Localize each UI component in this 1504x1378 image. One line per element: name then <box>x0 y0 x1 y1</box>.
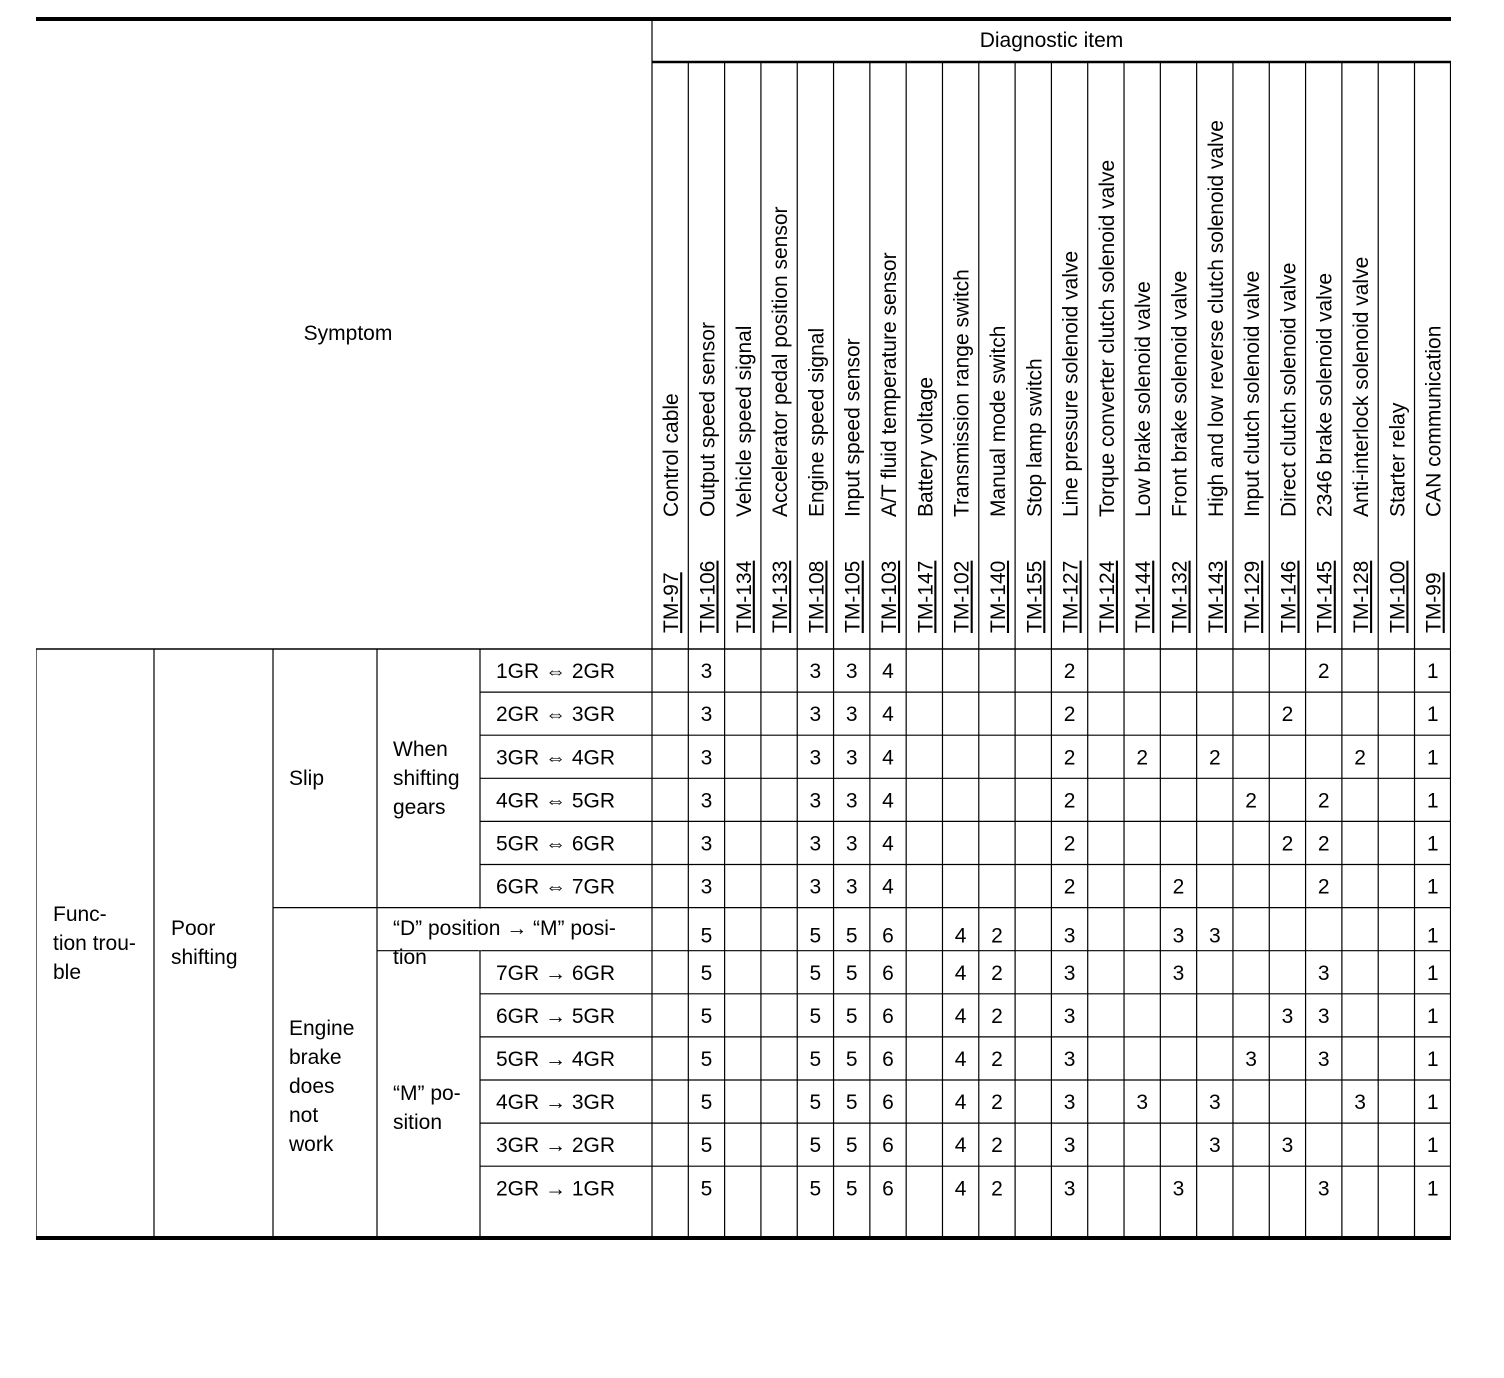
cell-value: 2 <box>1136 746 1149 770</box>
cell-value: 2 <box>991 1004 1003 1028</box>
column-header-ref: TM-143 <box>1204 560 1228 633</box>
column-header-ref: TM-145 <box>1313 560 1337 633</box>
cell-value: 3 <box>1281 1004 1294 1028</box>
symptom-subcategory: shifting <box>171 946 238 969</box>
cell-value: 5 <box>809 1004 822 1028</box>
cell-value: 4 <box>954 924 967 948</box>
cell-value: 3 <box>809 875 822 899</box>
cell-value: 3 <box>809 660 822 684</box>
cell-value: 1 <box>1426 875 1439 899</box>
column-header-name: Line pressure solenoid valve <box>1059 250 1083 517</box>
symptom-subcategory: Poor <box>171 917 216 940</box>
symptom-slip: Slip <box>289 767 325 790</box>
cell-value: 3 <box>700 746 713 770</box>
cell-value: 3 <box>700 832 713 856</box>
column-header-ref: TM-128 <box>1350 560 1374 633</box>
row-gear-label: 4GR → 3GR <box>496 1091 616 1115</box>
cell-value: 2 <box>991 924 1003 948</box>
cell-value: 3 <box>700 660 713 684</box>
cell-value: 3 <box>845 832 858 856</box>
cell-value: 5 <box>809 1047 822 1071</box>
column-header-name: Engine speed signal <box>805 327 829 517</box>
cell-value: 2 <box>1208 746 1221 770</box>
symptom-engine-brake: Engine <box>289 1017 355 1040</box>
cell-value: 2 <box>1317 789 1330 813</box>
column-header-name: Control cable <box>660 393 684 517</box>
symptom-when-shifting: gears <box>393 796 446 819</box>
cell-value: 4 <box>954 1047 967 1071</box>
cell-value: 1 <box>1426 924 1439 948</box>
diagnosis-table <box>36 0 1451 1378</box>
column-header-ref: TM-102 <box>950 560 974 633</box>
cell-value: 2 <box>1281 703 1294 727</box>
cell-value: 2 <box>1063 746 1076 770</box>
cell-value: 2 <box>1317 832 1330 856</box>
cell-value: 4 <box>954 961 967 985</box>
cell-value: 1 <box>1426 1091 1439 1115</box>
cell-value: 2 <box>1063 703 1076 727</box>
cell-value: 4 <box>954 1134 967 1158</box>
column-header-ref: TM-103 <box>878 560 902 633</box>
column-header-name: Accelerator pedal position sensor <box>769 206 793 517</box>
cell-value: 2 <box>991 1134 1003 1158</box>
column-header-name: Manual mode switch <box>986 325 1010 517</box>
cell-value: 5 <box>845 961 858 985</box>
cell-value: 3 <box>809 746 822 770</box>
cell-value: 3 <box>1172 961 1185 985</box>
diagnosis-table-grid <box>36 0 1451 1378</box>
cell-value: 1 <box>1426 789 1439 813</box>
cell-value: 2 <box>1063 832 1076 856</box>
column-header-ref: TM-147 <box>914 560 938 633</box>
column-header-name: Anti-interlock solenoid valve <box>1350 256 1374 517</box>
cell-value: 5 <box>845 924 858 948</box>
cell-value: 3 <box>809 789 822 813</box>
row-gear-label: 4GR ⇔ 5GR <box>496 789 616 813</box>
cell-value: 3 <box>1063 1047 1076 1071</box>
row-gear-label: 6GR ⇔ 7GR <box>496 875 616 899</box>
column-header-ref: TM-105 <box>841 560 865 633</box>
cell-value: 4 <box>882 703 894 727</box>
cell-value: 4 <box>882 832 894 856</box>
cell-value: 1 <box>1426 1177 1439 1201</box>
cell-value: 2 <box>1317 660 1330 684</box>
column-header-ref: TM-133 <box>769 560 793 633</box>
cell-value: 5 <box>700 924 713 948</box>
cell-value: 3 <box>845 875 858 899</box>
row-gear-label: 7GR → 6GR <box>496 961 616 985</box>
cell-value: 6 <box>882 1091 894 1115</box>
cell-value: 1 <box>1426 832 1439 856</box>
symptom-d-to-m: “D” position → “M” posi- <box>393 917 616 940</box>
column-header-ref: TM-99 <box>1422 572 1446 633</box>
cell-value: 5 <box>700 1177 713 1201</box>
symptom-when-shifting: shifting <box>393 767 460 790</box>
symptom-engine-brake: does <box>289 1075 335 1098</box>
column-header-name: Transmission range switch <box>950 269 974 517</box>
column-header-name: Stop lamp switch <box>1023 358 1047 517</box>
column-header-name: Direct clutch solenoid valve <box>1277 262 1301 517</box>
column-header-name: High and low reverse clutch solenoid valve <box>1204 120 1228 517</box>
cell-value: 5 <box>809 1177 822 1201</box>
symptom-engine-brake: work <box>289 1133 334 1156</box>
cell-value: 3 <box>1063 1177 1076 1201</box>
cell-value: 3 <box>1136 1091 1149 1115</box>
cell-value: 2 <box>991 1047 1003 1071</box>
cell-value: 3 <box>1063 1091 1076 1115</box>
symptom-engine-brake: not <box>289 1104 319 1127</box>
row-gear-label: 5GR → 4GR <box>496 1047 616 1071</box>
column-header-ref: TM-134 <box>732 560 756 633</box>
column-header-ref: TM-155 <box>1023 560 1047 633</box>
column-header-name: Output speed sensor <box>696 322 720 517</box>
symptom-m-position: “M” po- <box>393 1082 461 1105</box>
cell-value: 2 <box>1317 875 1330 899</box>
row-gear-label: 3GR → 2GR <box>496 1134 616 1158</box>
cell-value: 5 <box>845 1177 858 1201</box>
cell-value: 3 <box>1063 961 1076 985</box>
cell-value: 4 <box>954 1091 967 1115</box>
column-header-name: Input speed sensor <box>841 338 865 517</box>
cell-value: 5 <box>809 1134 822 1158</box>
cell-value: 3 <box>1245 1047 1257 1071</box>
cell-value: 4 <box>882 875 894 899</box>
cell-value: 6 <box>882 924 894 948</box>
column-header-name: Starter relay <box>1386 402 1410 517</box>
cell-value: 6 <box>882 961 894 985</box>
cell-value: 3 <box>845 703 858 727</box>
column-header-name: Low brake solenoid valve <box>1132 281 1156 517</box>
cell-value: 3 <box>1063 1004 1076 1028</box>
cell-value: 3 <box>1317 1047 1330 1071</box>
cell-value: 2 <box>991 1177 1003 1201</box>
symptom-category: ble <box>53 961 82 984</box>
cell-value: 2 <box>1063 789 1076 813</box>
row-gear-label: 1GR ⇔ 2GR <box>496 660 616 684</box>
cell-value: 2 <box>1281 832 1294 856</box>
column-header-name: 2346 brake solenoid valve <box>1313 272 1337 517</box>
cell-value: 3 <box>700 875 713 899</box>
diagnostic-item-header: Diagnostic item <box>979 29 1124 52</box>
column-header-name: Torque converter clutch solenoid valve <box>1095 159 1119 517</box>
cell-value: 5 <box>845 1004 858 1028</box>
cell-value: 4 <box>954 1004 967 1028</box>
column-header-name: Vehicle speed signal <box>732 325 756 517</box>
cell-value: 1 <box>1426 1134 1439 1158</box>
column-header-ref: TM-124 <box>1095 560 1119 633</box>
symptom-category: Func- <box>53 903 107 926</box>
column-header-ref: TM-132 <box>1168 560 1192 633</box>
cell-value: 6 <box>882 1004 894 1028</box>
cell-value: 4 <box>882 789 894 813</box>
symptom-d-to-m: tion <box>393 946 427 969</box>
column-header-ref: TM-146 <box>1277 560 1301 633</box>
cell-value: 2 <box>991 961 1003 985</box>
cell-value: 5 <box>845 1134 858 1158</box>
column-header-ref: TM-127 <box>1059 560 1083 633</box>
cell-value: 3 <box>1354 1091 1366 1115</box>
symptom-m-position: sition <box>393 1111 443 1134</box>
cell-value: 4 <box>882 746 894 770</box>
cell-value: 5 <box>700 1004 713 1028</box>
cell-value: 6 <box>882 1134 894 1158</box>
column-header-name: Input clutch solenoid valve <box>1241 270 1265 517</box>
cell-value: 3 <box>700 789 713 813</box>
cell-value: 5 <box>845 1047 858 1071</box>
column-header-ref: TM-100 <box>1386 560 1410 633</box>
cell-value: 3 <box>1208 1091 1221 1115</box>
cell-value: 1 <box>1426 746 1439 770</box>
cell-value: 3 <box>1208 924 1221 948</box>
cell-value: 3 <box>700 703 713 727</box>
column-header-name: Battery voltage <box>914 376 938 517</box>
cell-value: 2 <box>991 1091 1003 1115</box>
cell-value: 5 <box>845 1091 858 1115</box>
cell-value: 1 <box>1426 703 1439 727</box>
cell-value: 5 <box>700 1047 713 1071</box>
cell-value: 3 <box>1317 1004 1330 1028</box>
cell-value: 3 <box>1317 961 1330 985</box>
cell-value: 3 <box>1063 1134 1076 1158</box>
row-gear-label: 2GR → 1GR <box>496 1177 616 1201</box>
column-header-ref: TM-140 <box>986 560 1010 633</box>
symptom-header: Symptom <box>303 322 393 345</box>
symptom-engine-brake: brake <box>289 1046 342 1069</box>
cell-value: 3 <box>1063 924 1076 948</box>
cell-value: 6 <box>882 1177 894 1201</box>
column-header-name: A/T fluid temperature sensor <box>878 252 902 517</box>
column-header-name: Front brake solenoid valve <box>1168 270 1192 517</box>
cell-value: 3 <box>845 746 858 770</box>
cell-value: 3 <box>1317 1177 1330 1201</box>
cell-value: 1 <box>1426 961 1439 985</box>
row-gear-label: 2GR ⇔ 3GR <box>496 703 616 727</box>
column-header-ref: TM-144 <box>1132 560 1156 633</box>
symptom-category: tion trou- <box>53 932 136 955</box>
cell-value: 4 <box>882 660 894 684</box>
column-header-ref: TM-97 <box>660 572 684 633</box>
cell-value: 2 <box>1245 789 1257 813</box>
row-gear-label: 3GR ⇔ 4GR <box>496 746 616 770</box>
cell-value: 1 <box>1426 1004 1439 1028</box>
cell-value: 3 <box>1172 1177 1185 1201</box>
column-header-ref: TM-108 <box>805 560 829 633</box>
cell-value: 3 <box>809 703 822 727</box>
column-header-ref: TM-106 <box>696 560 720 633</box>
cell-value: 1 <box>1426 1047 1439 1071</box>
cell-value: 2 <box>1063 875 1076 899</box>
cell-value: 3 <box>845 660 858 684</box>
cell-value: 5 <box>700 1134 713 1158</box>
column-header-ref: TM-129 <box>1241 560 1265 633</box>
cell-value: 3 <box>1281 1134 1294 1158</box>
cell-value: 3 <box>809 832 822 856</box>
row-gear-label: 5GR ⇔ 6GR <box>496 832 616 856</box>
cell-value: 3 <box>845 789 858 813</box>
column-header-name: CAN communication <box>1422 325 1446 517</box>
cell-value: 3 <box>1172 924 1185 948</box>
cell-value: 5 <box>809 924 822 948</box>
cell-value: 6 <box>882 1047 894 1071</box>
cell-value: 5 <box>809 961 822 985</box>
symptom-when-shifting: When <box>393 738 448 761</box>
cell-value: 2 <box>1354 746 1366 770</box>
cell-value: 1 <box>1426 660 1439 684</box>
cell-value: 5 <box>809 1091 822 1115</box>
cell-value: 2 <box>1063 660 1076 684</box>
cell-value: 5 <box>700 961 713 985</box>
cell-value: 3 <box>1208 1134 1221 1158</box>
cell-value: 4 <box>954 1177 967 1201</box>
cell-value: 2 <box>1172 875 1185 899</box>
row-gear-label: 6GR → 5GR <box>496 1004 616 1028</box>
cell-value: 5 <box>700 1091 713 1115</box>
